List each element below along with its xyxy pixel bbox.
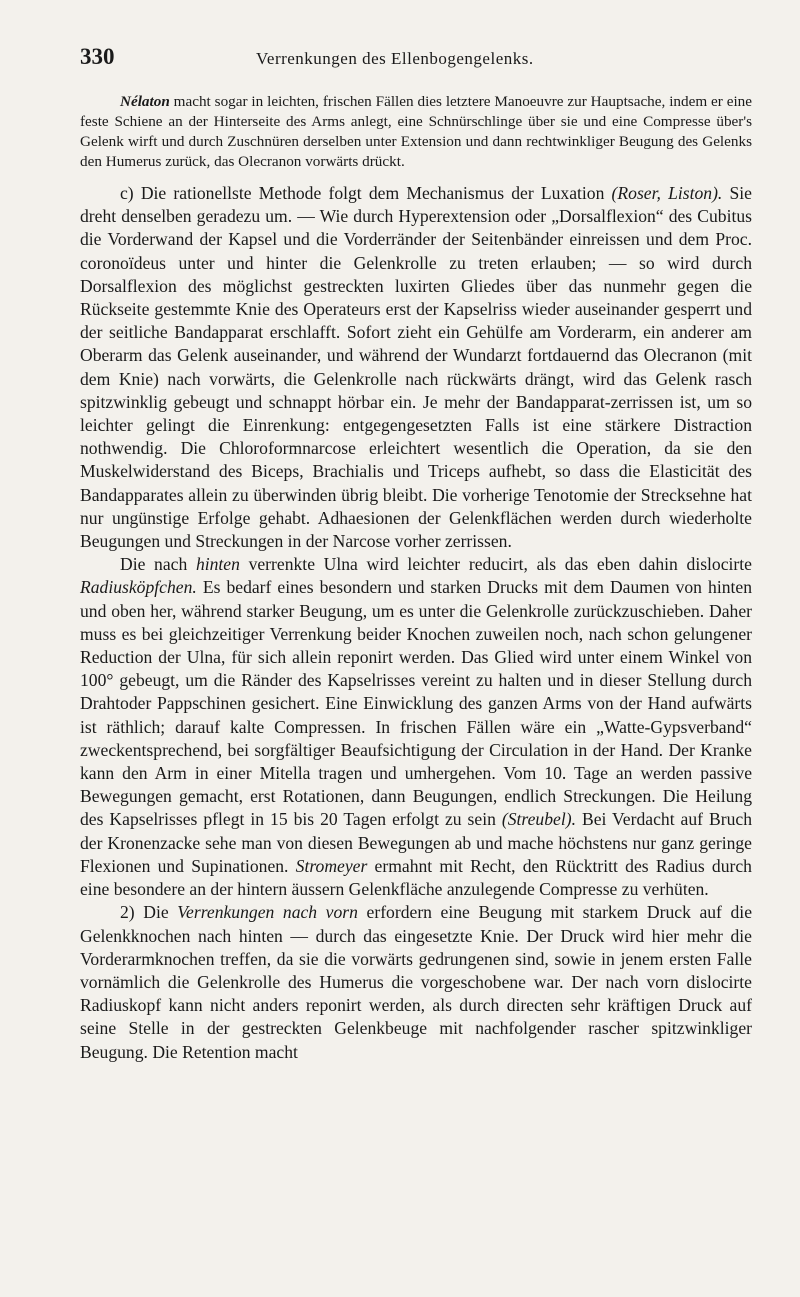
page-number: 330 — [80, 44, 115, 69]
paragraph-c-citation: (Roser, Liston). — [611, 183, 723, 203]
small-print-note — [80, 92, 752, 172]
paragraph-verrenkungen-vorn — [80, 901, 752, 1063]
paragraph-vorn-text-1: 2) Die — [120, 902, 178, 923]
paragraph-hinten-text-3: Es bedarf eines besondern und starken Drucks mit dem Daumen von hinten und oben her, während starker Beugung, um es unter die Gelenkrolle zurückzuschieben. Daher muss es bei gleichzeitiger Verrenkung beider Knochen zuweilen noch, nach schon gelungener Reduction der Ulna, für sich allein reponirt werden. Das Glied wird unter einem Winkel von 100° gebeugt, um die Ränder des Kapselrisses vereint zu halten und in dieser Stellung durch Drahtoder Pappschinen gesichert. Eine Einwicklung des ganzen Arms von der Hand aufwärts ist räthlich; darauf kalte Compressen. In frischen Fällen wäre ein „Watte-Gypsverband“ zweckentsprechend, bei sorgfältiger Beaufsichtigung der Circulation in der Hand. Der Kranke kann den Arm in einer Mitella tragen und umhergehen. Vom 10. Tage an werden passive Bewegungen gemacht, erst Rotationen, dann Beugungen, endlich Streckungen. Die Heilung des Kapselrisses pflegt in 15 bis 20 Tagen erfolgt zu sein — [80, 577, 752, 830]
running-head — [80, 44, 752, 70]
paragraph-hinten-italic-1: hinten — [195, 554, 240, 575]
paragraph-hinten-text-5: ermahnt mit Recht, den Rücktritt des Radius durch eine besondere an der hintern äussern Gelenkfläche anzulegende Compresse zu verhüten. — [80, 855, 752, 900]
paragraph-vorn-italic-1: Verrenkungen nach vorn — [177, 902, 358, 923]
paragraph-hinten-text-4: Bei Verdacht auf Bruch der Kronenzacke sehe man von diesen Bewegungen ab und mache höchstens nur ganz geringe Flexionen und Supinationen. — [80, 809, 752, 876]
author-name: Nélaton — [120, 93, 170, 110]
note-text: macht sogar in leichten, frischen Fällen dies letztere Manoeuvre zur Hauptsache, indem er eine feste Schiene an der Hinterseite des Arms anlegt, eine Schnürschlinge über sie und eine Compresse über's Gelenk wirft und durch Zuschnüren derselben unter Extension und dann rechtwinkliger Beugung des Gelenks den Humerus zurück, das Olecranon vorwärts drückt. — [80, 93, 752, 170]
paragraph-hinten-italic-4: Stromeyer — [295, 855, 368, 876]
paragraph-c-lead: c) Die rationellste Methode folgt dem Mechanismus der Luxation — [120, 183, 612, 203]
paragraph-c-body: Sie dreht denselben geradezu um. — Wie durch Hyperextension oder „Dorsalflexion“ des Cubitus die Vorderwand der Kapsel und die Vorderränder der Seitenbänder einreissen und dem Proc. coronoïdeus unter und hinter die Gelenkrolle zu treten erlauben; — so wird durch Dorsalflexion des möglichst gestreckten luxirten Gliedes über das nunmehr gegen die Rückseite gestemmte Knie des Operateurs erst der Kapselriss wieder auseinander gesperrt und der seitliche Bandapparat erschlafft. Sofort zieht ein Gehülfe am Vorderarm, ein anderer am Oberarm das Gelenk auseinander, und während der Wundarzt fortdauernd das Olecranon (mit dem Knie) nach vorwärts, die Gelenkrolle nach rückwärts drängt, wird das Gelenk rasch spitzwinklig gebeugt und schnappt hörbar ein. Je mehr der Bandapparat-zerrissen ist, um so leichter gelingt die Einrenkung: entgegengesetzten Falls ist eine stärkere Distraction nothwendig. Die Chloroformnarcose erleichtert wesentlich die Operation, da sie den Muskelwiderstand des Biceps, Brachialis und Triceps aufhebt, so dass die Elasticität des Bandapparates allein zu überwinden übrig bleibt. Die vorherige Tenotomie der Strecksehne hat nur ungünstige Erfolge gehabt. Adhaesionen der Gelenkflächen werden durch wiederholte Beugungen und Streckungen in der Narcose vorher zerrissen. — [80, 183, 752, 552]
paragraph-method-c — [80, 182, 752, 553]
paragraph-hinten-text-1: Die nach — [120, 554, 196, 575]
paragraph-hinten-italic-2: Radiusköpfchen. — [80, 577, 197, 598]
paragraph-hinten-italic-3: (Streubel). — [501, 809, 576, 830]
paragraph-hinten-text-2: verrenkte Ulna wird leichter reducirt, als das eben dahin dislocirte — [239, 554, 752, 575]
paragraph-vorn-text-2: erfordern eine Beugung mit starkem Druck auf die Gelenkknochen nach hinten — durch das eingesetzte Knie. Der Druck wird hier mehr die Vorderarmknochen treffen, da sie die vorwärts gedrungenen sind, sowie in jenem ersten Falle vornämlich die Gelenkrolle des Humerus die vorgeschobene war. Der nach vorn dislocirte Radiuskopf kann nicht anders reponirt werden, als durch directen sehr kräftigen Druck auf seine Stelle in der gestreckten Gelenkbeuge mit nachfolgender rascher spitzwinkliger Beugung. Die Retention macht — [80, 902, 753, 1062]
paragraph-ulna-hinten — [80, 553, 752, 901]
running-title: Verrenkungen des Ellenbogengelenks. — [256, 49, 534, 68]
